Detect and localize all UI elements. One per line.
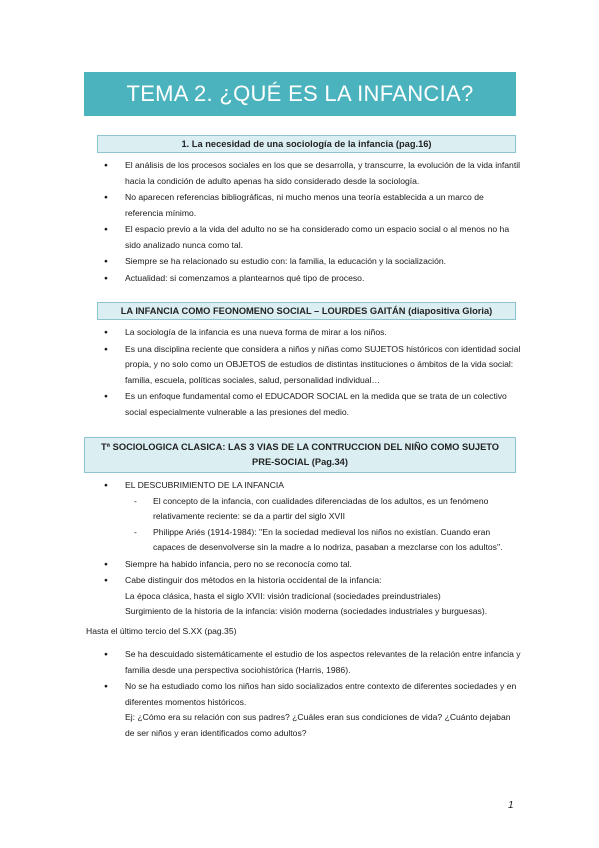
paragraph-hasta-ultimo-tercio: Hasta el último tercio del S.XX (pag.35) (86, 626, 237, 636)
list-item: ● Es una disciplina reciente que considera a niños y niñas como SUJETOS históricos con identidad social propia, y no solo como un OBJETOS de estudios de distintas instituciones o ámbitos de la vida social: familia, escuela, políticas sociales, salud, personalidad individual… (97, 342, 521, 389)
bullet-list-section3 (97, 478, 521, 621)
bullet-list-section2 (97, 325, 521, 421)
list-item: ● Se ha descuidado sistemáticamente el estudio de los aspectos relevantes de la relación entre infancia y familia desde una perspectiva sociohistórica (Harris, 1986). (97, 647, 521, 678)
dash-sublist (125, 494, 521, 556)
section-header-sociologia-infancia: 1. La necesidad de una sociología de la infancia (pag.16) (97, 135, 516, 153)
list-item-subline: Ej: ¿Cómo era su relación con sus padres? ¿Cuáles eran sus condiciones de vida? ¿Cuánto dejaban de ser niños y eran identificados como adultos? (125, 712, 511, 738)
bullet-list-section4 (97, 647, 521, 742)
list-item (97, 573, 521, 620)
list-item (97, 478, 521, 556)
list-item: ● Siempre se ha relacionado su estudio con: la familia, la educación y la socialización. (97, 254, 521, 270)
list-item: ● No aparecen referencias bibliográficas, ni mucho menos una teoría establecida a un marco de referencia mínimo. (97, 190, 521, 221)
list-item: ● Siempre ha habido infancia, pero no se reconocía como tal. (97, 557, 521, 573)
list-item-text: ● Cabe distinguir dos métodos en la historia occidental de la infancia: (125, 575, 382, 585)
sublist-item: - Philippe Ariés (1914-1984): ''En la sociedad medieval los niños no existían. Cuando eran capaces de desenvolverse sin la madre a lo nodriza, pasaban a mezclarse con los adultos''. (125, 525, 521, 556)
list-item (97, 679, 521, 741)
list-item-text: EL DESCUBRIMIENTO DE LA INFANCIA (125, 480, 285, 490)
section-header-fenomeno-social: LA INFANCIA COMO FEONOMENO SOCIAL – LOURDES GAITÁN (diapositiva Gloria) (97, 302, 516, 320)
sublist-item: - El concepto de la infancia, con cualidades diferenciadas de los adultos, es un fenómeno relativamente reciente: se da a partir del siglo XVII (125, 494, 521, 525)
list-item-subline: La época clásica, hasta el siglo XVII: visión tradicional (sociedades preindustriales) (125, 590, 441, 601)
list-item: ● Es un enfoque fundamental como el EDUCADOR SOCIAL en la medida que se trata de un colectivo social especialmente vulnerable a las presiones del medio. (97, 389, 521, 420)
section-header-teoria-sociologica: Tª SOCIOLOGICA CLASICA: LAS 3 VIAS DE LA CONTRUCCION DEL NIÑO COMO SUJETO PRE-SOCIAL (Pag.34) (84, 437, 516, 473)
list-item-text: ● No se ha estudiado como los niños han sido socializados entre contexto de diferentes sociedades y en diferentes momentos históricos. (125, 681, 517, 707)
list-item: ● El análisis de los procesos sociales en los que se desarrolla, y transcurre, la evolución de la vida infantil hacia la condición de adulto apenas ha sido considerado desde la sociología. (97, 158, 521, 189)
list-item: ● El espacio previo a la vida del adulto no se ha considerado como un espacio social o al menos no ha sido analizado nunca como tal. (97, 222, 521, 253)
page-number: 1 (508, 800, 514, 811)
list-item: ● Actualidad: si comenzamos a plantearnos qué tipo de proceso. (97, 271, 521, 287)
list-item-subline: Surgimiento de la historia de la infancia: visión moderna (sociedades industriales y burguesas). (125, 606, 488, 616)
document-title: TEMA 2. ¿QUÉ ES LA INFANCIA? (84, 72, 516, 116)
bullet-list-section1 (97, 158, 521, 287)
list-item: ● La sociología de la infancia es una nueva forma de mirar a los niños. (97, 325, 521, 341)
